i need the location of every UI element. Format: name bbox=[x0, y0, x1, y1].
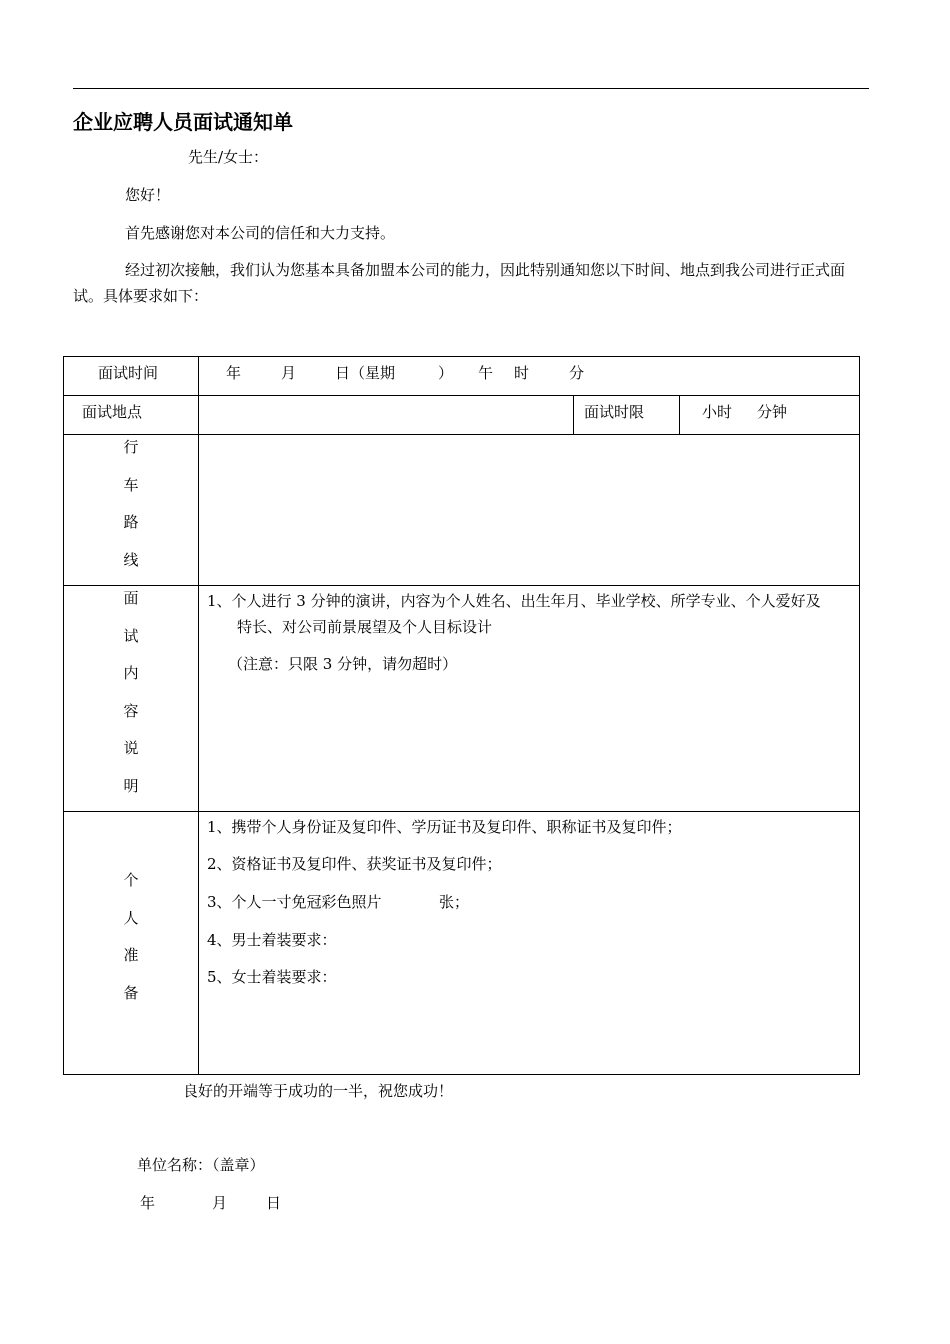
table-border-right bbox=[859, 356, 860, 1075]
content-label-char: 说 bbox=[123, 739, 139, 757]
date-month: 月 bbox=[212, 1194, 228, 1212]
table-border-bottom bbox=[63, 1074, 860, 1075]
time-label: 面试时间 bbox=[98, 364, 159, 382]
date-day: 日 bbox=[266, 1194, 282, 1212]
header-rule bbox=[73, 88, 869, 89]
time-year: 年 bbox=[226, 364, 242, 382]
date-year: 年 bbox=[140, 1194, 156, 1212]
route-label-char: 线 bbox=[123, 550, 139, 569]
prep-item-suffix: 张； bbox=[439, 893, 470, 911]
salutation: 先生/女士： bbox=[188, 148, 269, 166]
route-label-char: 路 bbox=[123, 513, 139, 531]
time-minute: 分 bbox=[569, 364, 585, 382]
table-col-divider bbox=[573, 395, 574, 435]
intro-paragraph: 经过初次接触，我们认为您基本具备加盟本公司的能力，因此特别通知您以下时间、地点到我公司进行正式面试。具体要求如下： bbox=[73, 261, 846, 305]
route-label-char: 行 bbox=[123, 438, 139, 456]
place-label: 面试地点 bbox=[82, 403, 143, 421]
table-col-divider bbox=[679, 395, 680, 435]
table-row-divider bbox=[63, 395, 860, 396]
prep-item: 4、男士着装要求： bbox=[207, 931, 337, 949]
content-label bbox=[64, 580, 198, 805]
company-label: 单位名称：（盖章） bbox=[137, 1156, 265, 1174]
time-hour: 时 bbox=[514, 364, 530, 382]
time-paren-close: ） bbox=[438, 364, 454, 382]
time-month: 月 bbox=[281, 364, 297, 382]
prep-item: 5、女士着装要求： bbox=[207, 968, 337, 986]
content-label-char: 面 bbox=[123, 589, 139, 607]
prep-label-char: 人 bbox=[123, 908, 139, 927]
greeting: 您好！ bbox=[125, 186, 171, 204]
prep-item: 2、资格证书及复印件、获奖证书及复印件； bbox=[207, 855, 502, 873]
prep-label-char: 个 bbox=[123, 871, 139, 889]
content-label-char: 内 bbox=[123, 664, 139, 682]
page-title: 企业应聘人员面试通知单 bbox=[73, 110, 293, 134]
table-col-divider bbox=[198, 356, 199, 1075]
duration-hour: 小时 bbox=[702, 403, 733, 421]
table-border-top bbox=[63, 356, 860, 357]
route-label bbox=[64, 429, 198, 579]
content-label-char: 试 bbox=[123, 626, 139, 645]
prep-label-char: 准 bbox=[123, 946, 139, 964]
duration-label: 面试时限 bbox=[584, 403, 645, 421]
content-item-line: 1、个人进行 3 分钟的演讲，内容为个人姓名、出生年月、毕业学校、所学专业、个人爱好及 bbox=[207, 592, 821, 610]
thanks-paragraph: 首先感谢您对本公司的信任和大力支持。 bbox=[125, 224, 396, 242]
prep-item: 3、个人一寸免冠彩色照片 bbox=[207, 893, 382, 911]
content-label-char: 容 bbox=[123, 701, 139, 720]
content-item-line: 特长、对公司前景展望及个人目标设计 bbox=[237, 618, 493, 636]
content-label-char: 明 bbox=[123, 776, 139, 795]
prep-item: 1、携带个人身份证及复印件、学历证书及复印件、职称证书及复印件； bbox=[207, 818, 682, 836]
prep-label-char: 备 bbox=[123, 983, 139, 1002]
content-note: （注意：只限 3 分钟，请勿超时） bbox=[228, 655, 458, 673]
time-day-weekday: 日（星期 bbox=[335, 364, 396, 382]
duration-minute: 分钟 bbox=[757, 403, 788, 421]
time-ampm: 午 bbox=[478, 364, 494, 382]
closing-text: 良好的开端等于成功的一半，祝您成功！ bbox=[183, 1082, 454, 1100]
table-row-divider bbox=[63, 811, 860, 812]
route-label-char: 车 bbox=[123, 475, 139, 494]
prep-label bbox=[64, 862, 198, 1012]
